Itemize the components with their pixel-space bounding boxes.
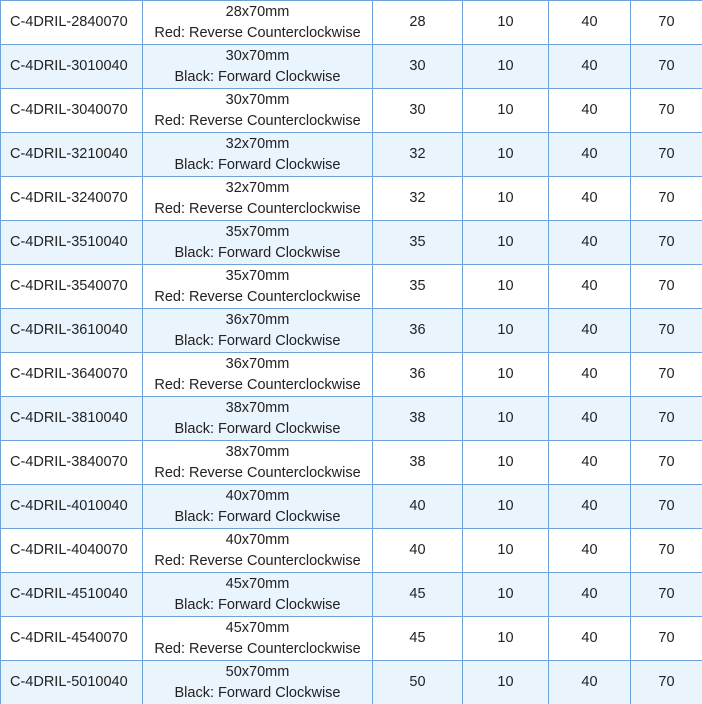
size-text: 50x70mm xyxy=(225,663,290,680)
size-text: 35x70mm xyxy=(225,223,290,240)
product-code-cell: C-4DRIL-3510040 xyxy=(1,221,143,265)
value-cell-3: 40 xyxy=(549,45,631,89)
product-code-cell: C-4DRIL-3210040 xyxy=(1,133,143,177)
size-text: 30x70mm xyxy=(225,47,290,64)
product-code-cell: C-4DRIL-4010040 xyxy=(1,485,143,529)
description-cell xyxy=(143,353,373,397)
value-cell-3: 40 xyxy=(549,397,631,441)
product-code-cell: C-4DRIL-4040070 xyxy=(1,529,143,573)
value-cell-1: 36 xyxy=(373,309,463,353)
direction-text: Black: Forward Clockwise xyxy=(174,596,341,613)
table-row xyxy=(1,353,702,397)
value-cell-1: 30 xyxy=(373,45,463,89)
value-cell-4: 70 xyxy=(631,45,702,89)
description-cell xyxy=(143,133,373,177)
product-code-cell: C-4DRIL-3040070 xyxy=(1,89,143,133)
description-cell xyxy=(143,1,373,45)
table-row xyxy=(1,45,702,89)
size-text: 28x70mm xyxy=(225,3,290,20)
table-row xyxy=(1,1,702,45)
value-cell-4: 70 xyxy=(631,529,702,573)
table-row xyxy=(1,397,702,441)
description-cell xyxy=(143,265,373,309)
description-cell xyxy=(143,89,373,133)
value-cell-1: 38 xyxy=(373,397,463,441)
value-cell-4: 70 xyxy=(631,1,702,45)
direction-text: Black: Forward Clockwise xyxy=(174,68,341,85)
value-cell-2: 10 xyxy=(463,45,549,89)
size-text: 45x70mm xyxy=(225,619,290,636)
description-cell xyxy=(143,397,373,441)
table-row xyxy=(1,265,702,309)
table-row xyxy=(1,89,702,133)
value-cell-3: 40 xyxy=(549,89,631,133)
size-text: 36x70mm xyxy=(225,311,290,328)
value-cell-2: 10 xyxy=(463,529,549,573)
value-cell-2: 10 xyxy=(463,177,549,221)
direction-text: Red: Reverse Counterclockwise xyxy=(154,200,361,217)
table-row xyxy=(1,133,702,177)
value-cell-3: 40 xyxy=(549,441,631,485)
direction-text: Red: Reverse Counterclockwise xyxy=(154,376,361,393)
value-cell-3: 40 xyxy=(549,177,631,221)
size-text: 36x70mm xyxy=(225,355,290,372)
value-cell-4: 70 xyxy=(631,441,702,485)
table-row xyxy=(1,573,702,617)
value-cell-2: 10 xyxy=(463,661,549,704)
direction-text: Red: Reverse Counterclockwise xyxy=(154,24,361,41)
value-cell-3: 40 xyxy=(549,309,631,353)
direction-text: Black: Forward Clockwise xyxy=(174,332,341,349)
product-code-cell: C-4DRIL-3240070 xyxy=(1,177,143,221)
value-cell-4: 70 xyxy=(631,89,702,133)
value-cell-2: 10 xyxy=(463,89,549,133)
value-cell-2: 10 xyxy=(463,221,549,265)
value-cell-3: 40 xyxy=(549,485,631,529)
size-text: 32x70mm xyxy=(225,179,290,196)
value-cell-3: 40 xyxy=(549,617,631,661)
size-text: 35x70mm xyxy=(225,267,290,284)
value-cell-3: 40 xyxy=(549,661,631,704)
description-cell xyxy=(143,661,373,704)
product-code-cell: C-4DRIL-3810040 xyxy=(1,397,143,441)
value-cell-1: 38 xyxy=(373,441,463,485)
description-cell xyxy=(143,309,373,353)
size-text: 45x70mm xyxy=(225,575,290,592)
value-cell-2: 10 xyxy=(463,309,549,353)
value-cell-4: 70 xyxy=(631,661,702,704)
direction-text: Black: Forward Clockwise xyxy=(174,420,341,437)
value-cell-4: 70 xyxy=(631,133,702,177)
table-body xyxy=(1,1,702,704)
value-cell-3: 40 xyxy=(549,529,631,573)
size-text: 38x70mm xyxy=(225,443,290,460)
table-row xyxy=(1,221,702,265)
value-cell-4: 70 xyxy=(631,177,702,221)
value-cell-2: 10 xyxy=(463,353,549,397)
value-cell-2: 10 xyxy=(463,485,549,529)
value-cell-4: 70 xyxy=(631,573,702,617)
value-cell-2: 10 xyxy=(463,573,549,617)
direction-text: Black: Forward Clockwise xyxy=(174,684,341,701)
direction-text: Red: Reverse Counterclockwise xyxy=(154,464,361,481)
value-cell-2: 10 xyxy=(463,617,549,661)
direction-text: Red: Reverse Counterclockwise xyxy=(154,640,361,657)
value-cell-4: 70 xyxy=(631,617,702,661)
size-text: 40x70mm xyxy=(225,531,290,548)
value-cell-2: 10 xyxy=(463,397,549,441)
direction-text: Black: Forward Clockwise xyxy=(174,244,341,261)
value-cell-1: 50 xyxy=(373,661,463,704)
direction-text: Red: Reverse Counterclockwise xyxy=(154,288,361,305)
value-cell-2: 10 xyxy=(463,441,549,485)
size-text: 38x70mm xyxy=(225,399,290,416)
value-cell-3: 40 xyxy=(549,133,631,177)
product-code-cell: C-4DRIL-4540070 xyxy=(1,617,143,661)
value-cell-1: 35 xyxy=(373,221,463,265)
direction-text: Red: Reverse Counterclockwise xyxy=(154,112,361,129)
description-cell xyxy=(143,617,373,661)
value-cell-3: 40 xyxy=(549,221,631,265)
value-cell-4: 70 xyxy=(631,485,702,529)
description-cell xyxy=(143,221,373,265)
value-cell-1: 40 xyxy=(373,485,463,529)
value-cell-1: 40 xyxy=(373,529,463,573)
product-code-cell: C-4DRIL-3840070 xyxy=(1,441,143,485)
direction-text: Black: Forward Clockwise xyxy=(174,156,341,173)
value-cell-2: 10 xyxy=(463,133,549,177)
value-cell-3: 40 xyxy=(549,1,631,45)
value-cell-1: 28 xyxy=(373,1,463,45)
value-cell-1: 32 xyxy=(373,177,463,221)
table-row xyxy=(1,309,702,353)
size-text: 30x70mm xyxy=(225,91,290,108)
product-code-cell: C-4DRIL-3010040 xyxy=(1,45,143,89)
value-cell-4: 70 xyxy=(631,221,702,265)
description-cell xyxy=(143,441,373,485)
description-cell xyxy=(143,529,373,573)
direction-text: Black: Forward Clockwise xyxy=(174,508,341,525)
direction-text: Red: Reverse Counterclockwise xyxy=(154,552,361,569)
product-code-cell: C-4DRIL-3640070 xyxy=(1,353,143,397)
table-row xyxy=(1,177,702,221)
description-cell xyxy=(143,573,373,617)
size-text: 32x70mm xyxy=(225,135,290,152)
value-cell-3: 40 xyxy=(549,353,631,397)
product-code-cell: C-4DRIL-2840070 xyxy=(1,1,143,45)
description-cell xyxy=(143,45,373,89)
value-cell-1: 36 xyxy=(373,353,463,397)
value-cell-1: 35 xyxy=(373,265,463,309)
value-cell-1: 45 xyxy=(373,573,463,617)
value-cell-4: 70 xyxy=(631,265,702,309)
value-cell-2: 10 xyxy=(463,265,549,309)
table-row xyxy=(1,441,702,485)
product-code-cell: C-4DRIL-4510040 xyxy=(1,573,143,617)
table-row xyxy=(1,529,702,573)
value-cell-4: 70 xyxy=(631,353,702,397)
size-text: 40x70mm xyxy=(225,487,290,504)
table-row xyxy=(1,617,702,661)
table-row xyxy=(1,485,702,529)
value-cell-3: 40 xyxy=(549,265,631,309)
product-code-cell: C-4DRIL-5010040 xyxy=(1,661,143,704)
description-cell xyxy=(143,485,373,529)
value-cell-1: 45 xyxy=(373,617,463,661)
table-row xyxy=(1,661,702,704)
value-cell-4: 70 xyxy=(631,309,702,353)
value-cell-3: 40 xyxy=(549,573,631,617)
value-cell-1: 30 xyxy=(373,89,463,133)
product-code-cell: C-4DRIL-3610040 xyxy=(1,309,143,353)
description-cell xyxy=(143,177,373,221)
value-cell-2: 10 xyxy=(463,1,549,45)
product-code-cell: C-4DRIL-3540070 xyxy=(1,265,143,309)
value-cell-4: 70 xyxy=(631,397,702,441)
value-cell-1: 32 xyxy=(373,133,463,177)
